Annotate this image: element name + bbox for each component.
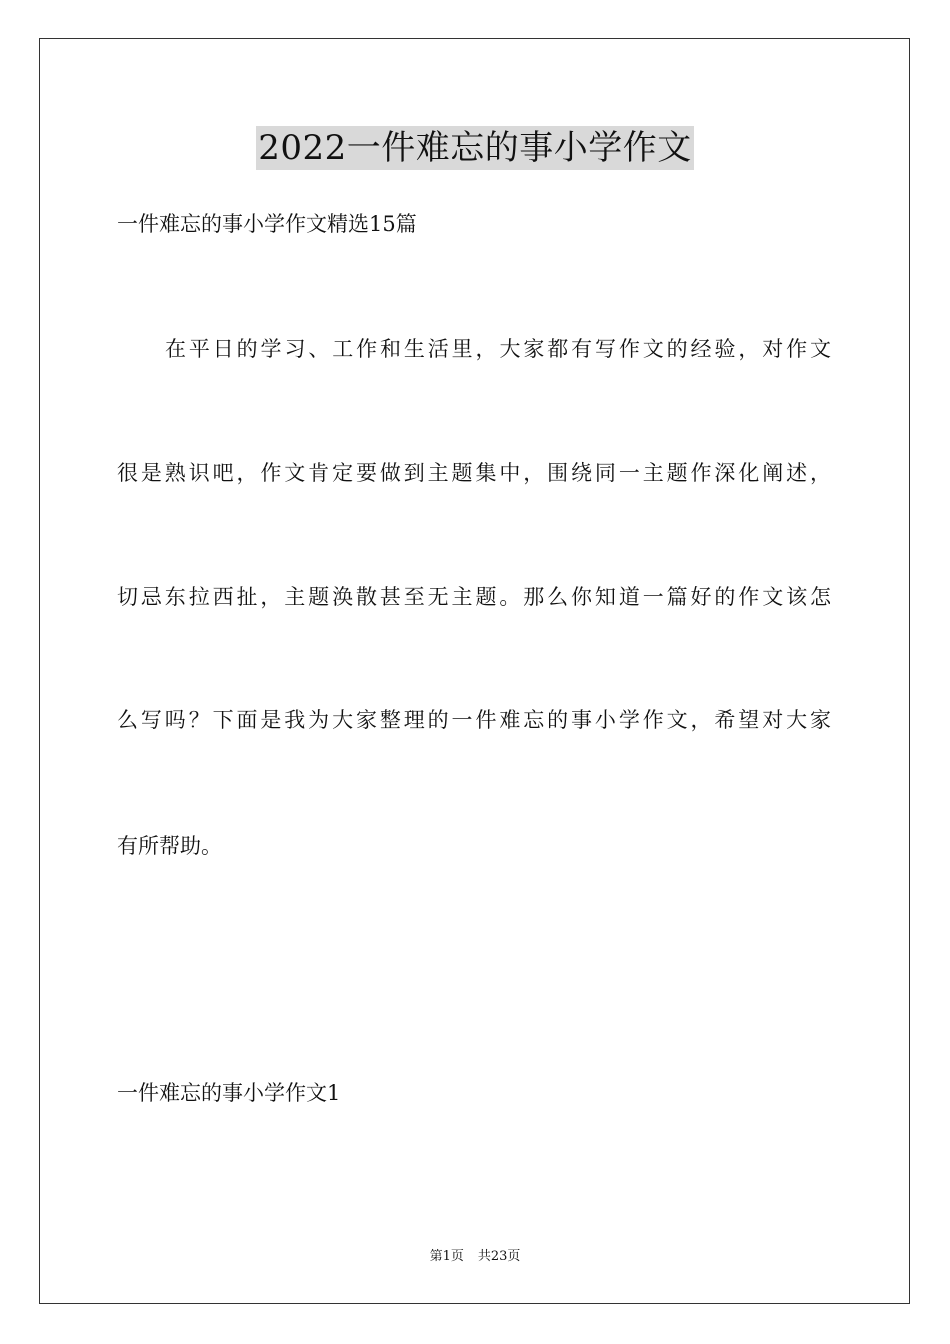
document-subtitle: 一件难忘的事小学作文精选15篇 <box>117 212 417 236</box>
paragraph-line-5: 有所帮助。 <box>117 834 222 858</box>
paragraph-line-1: 在平日的学习、工作和生活里，大家都有写作文的经验，对作文 <box>165 337 831 361</box>
page-footer <box>0 1248 950 1266</box>
page-total: 共23页 <box>477 1249 521 1264</box>
page-number: 第1页 <box>429 1249 464 1264</box>
section-heading: 一件难忘的事小学作文1 <box>117 1081 341 1105</box>
paragraph-line-2: 很是熟识吧，作文肯定要做到主题集中，围绕同一主题作深化阐述， <box>117 461 831 485</box>
title-container <box>0 126 950 170</box>
paragraph-line-4: 么写吗？下面是我为大家整理的一件难忘的事小学作文，希望对大家 <box>117 708 831 732</box>
paragraph-line-3: 切忌东拉西扯，主题涣散甚至无主题。那么你知道一篇好的作文该怎 <box>117 585 831 609</box>
document-title: 2022一件难忘的事小学作文 <box>258 128 692 168</box>
